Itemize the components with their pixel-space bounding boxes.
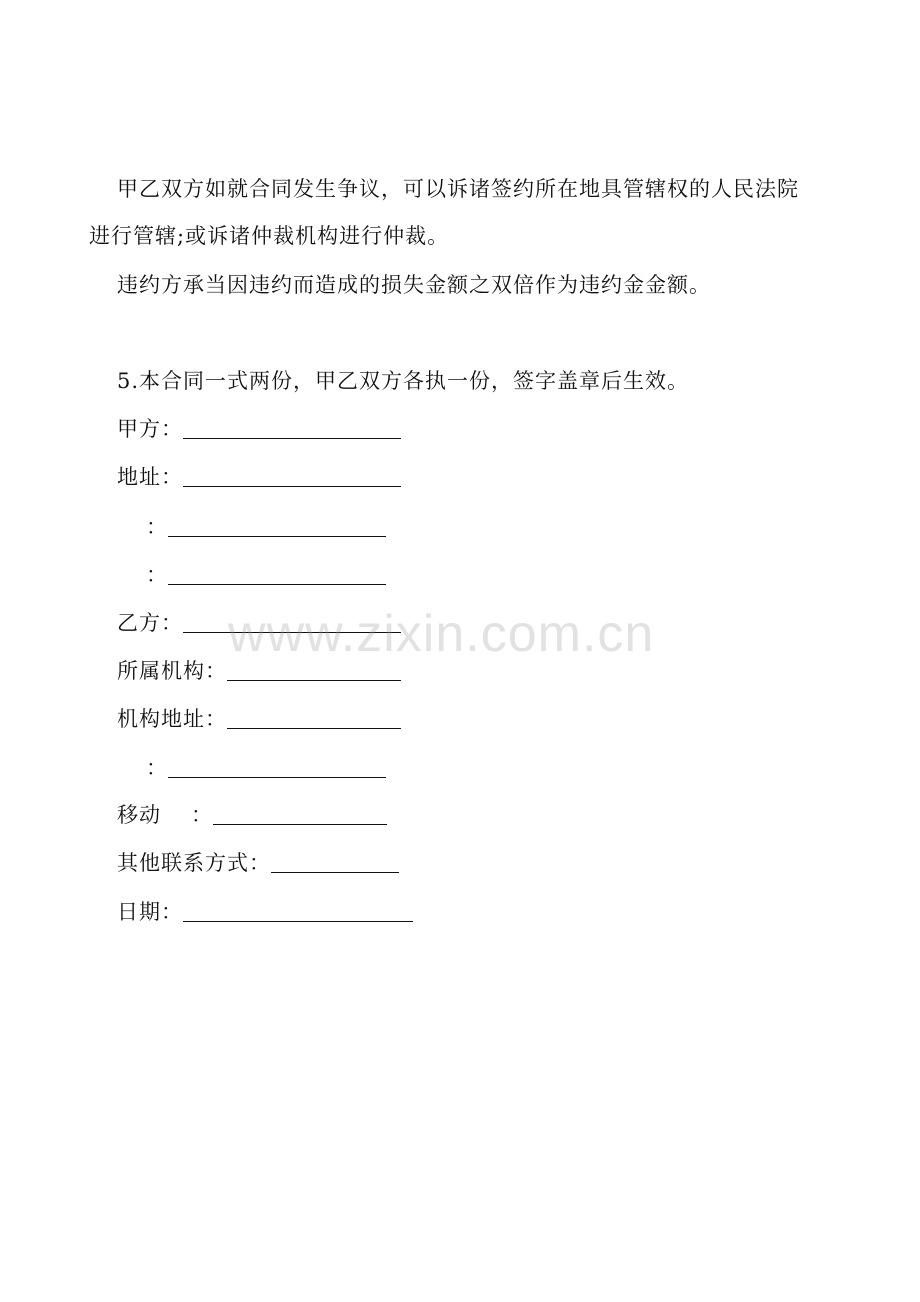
blank-field-2 xyxy=(146,560,386,588)
party-a-blank[interactable] xyxy=(183,437,401,439)
blank-field-2-label: ： xyxy=(146,563,168,587)
blank-field-3 xyxy=(146,753,386,781)
blank-field-1-line[interactable] xyxy=(168,535,386,537)
institution-label: 所属机构： xyxy=(117,659,227,683)
mobile-colon: ： xyxy=(191,803,213,827)
address-field xyxy=(117,462,401,490)
mobile-blank[interactable] xyxy=(213,823,387,825)
institution-address-label: 机构地址： xyxy=(117,707,227,731)
institution-address-blank[interactable] xyxy=(227,727,401,729)
party-a-field xyxy=(117,414,401,442)
watermark: www.zixin.com.cn xyxy=(228,605,655,663)
date-field xyxy=(117,897,413,925)
blank-field-3-line[interactable] xyxy=(168,776,386,778)
copies-clause: 5.本合同一式两份，甲乙双方各执一份，签字盖章后生效。 xyxy=(117,369,690,393)
address-label: 地址： xyxy=(117,465,183,489)
penalty-clause: 违约方承当因违约而造成的损失金额之双倍作为违约金金额。 xyxy=(117,273,711,297)
other-contact-label: 其他联系方式： xyxy=(117,851,271,875)
blank-field-1 xyxy=(146,512,386,540)
mobile-label: 移动 xyxy=(117,803,161,827)
date-label: 日期： xyxy=(117,900,183,924)
blank-field-2-line[interactable] xyxy=(168,583,386,585)
dispute-clause-line1: 甲乙双方如就合同发生争议，可以诉诸签约所在地具管辖权的人民法院 xyxy=(117,177,799,201)
blank-field-1-label: ： xyxy=(146,515,168,539)
other-contact-field xyxy=(117,848,399,876)
dispute-clause-line2: 进行管辖;或诉诸仲裁机构进行仲裁。 xyxy=(89,224,450,248)
date-blank[interactable] xyxy=(183,920,413,922)
institution-address-field xyxy=(117,704,401,732)
institution-blank[interactable] xyxy=(227,679,401,681)
blank-field-3-label: ： xyxy=(146,756,168,780)
other-contact-blank[interactable] xyxy=(271,871,399,873)
mobile-field xyxy=(117,800,387,828)
address-blank[interactable] xyxy=(183,485,401,487)
party-a-label: 甲方： xyxy=(117,417,183,441)
party-b-label: 乙方： xyxy=(117,611,183,635)
